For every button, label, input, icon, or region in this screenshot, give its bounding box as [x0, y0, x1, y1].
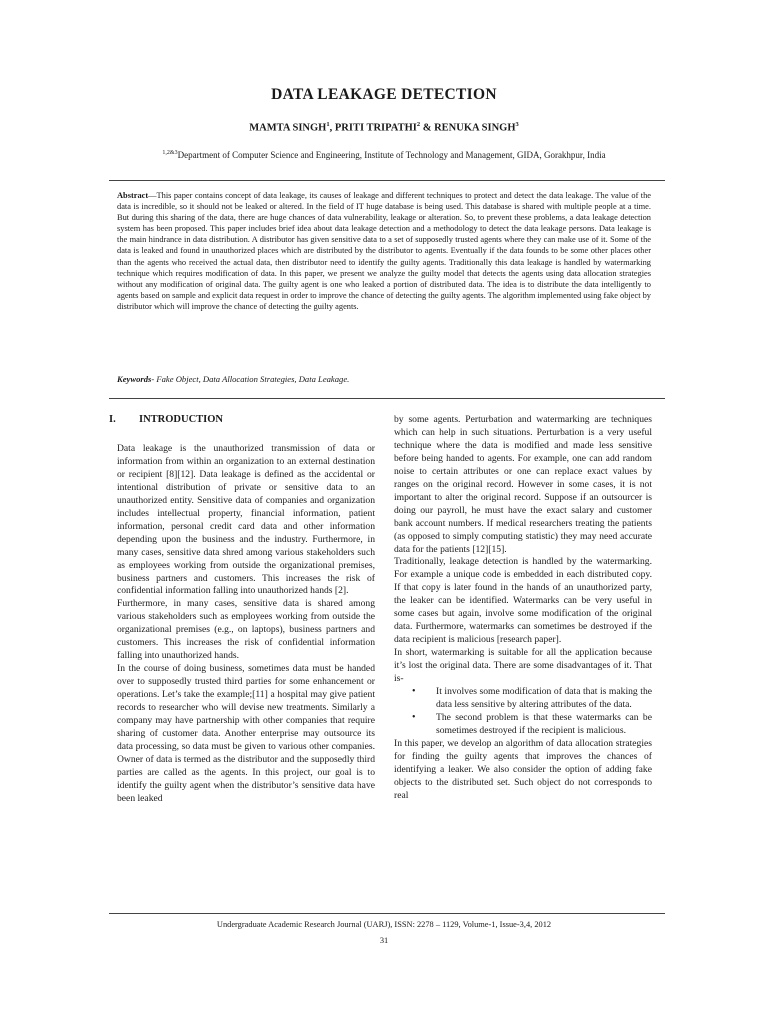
section-title: INTRODUCTION — [139, 414, 224, 425]
keywords — [117, 374, 651, 384]
bullet-item — [394, 712, 652, 738]
bullet-glyph: • — [412, 711, 416, 723]
author-name: MAMTA SINGH — [249, 122, 327, 134]
affiliation — [0, 150, 768, 160]
section-heading — [109, 414, 223, 425]
author-name: RENUKA SINGH — [434, 122, 516, 134]
journal-footer: Undergraduate Academic Research Journal (UARJ), ISSN: 2278 – 1129, Volume-1, Issue-3,4, 2012 — [216, 920, 552, 929]
page-number: 31 — [379, 936, 389, 945]
author-superscript: 3 — [515, 121, 519, 128]
keywords-text: - Fake Object, Data Allocation Strategies, Data Leakage. — [151, 374, 350, 384]
top-divider — [109, 180, 665, 181]
author-separator: & — [420, 122, 435, 134]
abstract-divider — [109, 398, 665, 399]
author-superscript: 1 — [326, 121, 330, 128]
body-paragraph: In short, watermarking is suitable for all the application because it’s lost the original data. There are some disadvantages of it. That is- — [394, 647, 652, 685]
bullet-item — [394, 686, 652, 712]
author-name: PRITI TRIPATHI — [334, 122, 417, 134]
affiliation-text: Department of Computer Science and Engineering, Institute of Technology and Management, GIDA, Gorakhpur, India — [177, 150, 606, 160]
bullet-text: It involves some modification of data that is making the data less sensitive by altering attributes of the data. — [436, 686, 652, 710]
body-paragraph: Data leakage is the unauthorized transmission of data or information from within an organization to an external destination or recipient [8][12]. Data leakage is defined as the accidental or intentional distribution of private or sensitive data to an unauthorized entity. Sensitive data of companies and organization includes intellectual property, financial information, patient information, personal credit card data and other information depending upon the business and the industry. Furthermore, in many cases, sensitive data shred among various stakeholders such as employees working from outside the organizational premises, business partners and customers. This increases the risk of confidential information falling into unauthorized hands [2]. — [117, 443, 375, 597]
author-superscript: 2 — [416, 121, 421, 128]
body-paragraph: In the course of doing business, sometimes data must be handed over to supposedly trusted third parties for some enhancement or operations. Let’s take the example;[11] a hospital may give patient records to researcher who will devise new treatments. Similarly a company may have partnership with other companies that require sharing of customer data. Another enterprise may outsource its data processing, so data must be given to various other companies. Owner of data is termed as the distributor and the supposedly third parties are called as the agents. In this project, our goal is to identify the guilty agent when the distributor’s sensitive data have been leaked — [117, 663, 375, 804]
bullet-list — [394, 686, 652, 738]
paper-title: DATA LEAKAGE DETECTION — [271, 86, 497, 103]
left-column — [117, 443, 375, 806]
bullet-text: The second problem is that these watermarks can be sometimes destroyed if the recipient is malicious. — [436, 711, 652, 736]
keywords-label: Keywords — [117, 374, 152, 384]
author-list — [0, 121, 768, 134]
body-paragraph: by some agents. Perturbation and watermarking are techniques which can help in such situations. Perturbation is a very useful technique where the data is modified and made less sensitive before being handed to agents. For example, one can add random noise to certain attributes or one can replace exact values by ranges on the original record. However in some cases, it is not important to alter the original record. Suppose if an outsourcer is doing our payroll, he must have the exact salary and customer bank account numbers. If medical researchers treating the patients (as opposed to simply computing statistic) they may need accurate data for the patients [12][15]. — [394, 414, 652, 555]
author-separator: , — [329, 122, 335, 134]
body-paragraph: In this paper, we develop an algorithm of data allocation strategies for finding the guilty agents that improves the chances of identifying a leaker. We also consider the option of adding fake objects to the distributed set. Such object do not corresponds to real — [394, 737, 652, 801]
abstract-text: —This paper contains concept of data leakage, its causes of leakage and different techniques to protect and detect the data leakage. The value of the data is incredible, so it should not be leaked or altered. In the field of IT huge database is being used. This database is shared with multiple people at a time. But during this sharing of the data, there are huge chances of data vulnerability, leakage or alteration. So, to prevent these problems, a data leakage detection system has been proposed. This paper includes brief idea about data leakage detection and a methodology to detect the data leakage persons. Data leakage is the main hindrance in data distribution. A distributor has given sensitive data to a set of supposedly trusted agents where they can make use of it. Some of the data is leaked and found in unauthorized places which are distributed by the distributor to agents. Eventually if the data founds to be some other places other than the agents who received the actual data, then distributor need to identify the guilty agents. Traditionally this data leakage is handled by watermarking technique which requires modification of data. In this paper, we present we analyze the guilty model that detects the agents using data allocation strategies without any modification of original data. The guilty agent is one who leaked a portion of distributed data. The idea is to distribute the data intelligently to agents based on sample and explicit data request in order to improve the chance of detecting the guilty agents. The algorithm implemented using fake object by distributor which will improve the chance of detecting the guilty agents. — [117, 191, 651, 311]
abstract-label: Abstract — [117, 191, 149, 200]
right-column — [394, 414, 652, 803]
footer-divider — [109, 913, 665, 914]
bullet-glyph: • — [412, 686, 416, 698]
body-paragraph: Furthermore, in many cases, sensitive data is shared among various stakeholders such as employees working from outside the organizational premises (e.g., on laptops), business partners and customers. This increases the risk of confidential information falling into unauthorized hands. — [117, 598, 375, 662]
abstract — [117, 190, 651, 312]
body-paragraph: Traditionally, leakage detection is handled by the watermarking. For example a unique code is embedded in each distributed copy. If that copy is later found in the hands of an unauthorized party, the leaker can be identified. Watermarks can be very useful in some cases but again, involve some modification of the original data. Furthermore, watermarks can sometimes be destroyed if the data recipient is malicious [research paper]. — [394, 556, 652, 646]
affiliation-superscript: 1,2&3 — [162, 150, 178, 156]
section-number: I. — [109, 414, 116, 425]
